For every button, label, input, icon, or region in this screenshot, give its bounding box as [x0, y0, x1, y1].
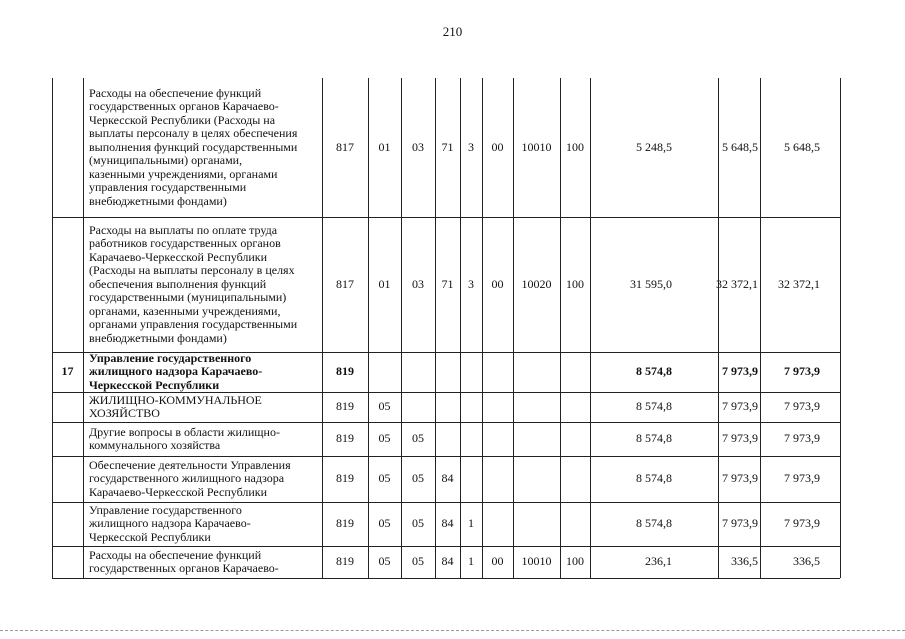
code-cell: 3 — [468, 276, 474, 291]
code-cell: 819 — [336, 554, 354, 569]
row-number — [52, 546, 83, 578]
code-cell — [435, 422, 460, 456]
code-cell: 10020 — [521, 276, 552, 291]
code-cell — [368, 352, 401, 392]
row-description: ЖИЛИЩНО-КОММУНАЛЬНОЕ ХОЗЯЙСТВО — [89, 392, 262, 420]
value-2026: 7 973,9 — [784, 399, 820, 414]
value-2024: 5 248,5 — [636, 139, 672, 154]
code-cell — [560, 422, 590, 456]
code-cell — [513, 392, 560, 422]
table-column-border — [840, 78, 841, 578]
code-cell — [460, 392, 482, 422]
value-2024: 236,1 — [645, 554, 672, 569]
code-cell: 05 — [412, 431, 424, 446]
row-description: Управление государственного жилищного надзора Карачаево- Черкесской Республики — [89, 502, 251, 544]
value-2025: 7 973,9 — [722, 431, 758, 446]
code-cell — [560, 456, 590, 502]
value-2025: 336,5 — [731, 554, 758, 569]
value-2025: 7 973,9 — [722, 399, 758, 414]
code-cell — [482, 392, 513, 422]
value-2026: 7 973,9 — [784, 516, 820, 531]
value-2026: 32 372,1 — [778, 276, 820, 291]
code-cell: 05 — [378, 471, 391, 486]
value-2024: 8 574,8 — [636, 364, 672, 379]
code-cell: 819 — [336, 399, 354, 414]
code-cell: 1 — [468, 554, 474, 569]
code-cell: 05 — [378, 399, 391, 414]
value-2025: 32 372,1 — [716, 276, 758, 291]
code-cell: 84 — [441, 471, 454, 486]
code-cell: 100 — [566, 554, 584, 569]
value-2025: 7 973,9 — [722, 364, 758, 379]
row-number — [52, 502, 83, 546]
code-cell: 00 — [491, 139, 504, 154]
row-number — [52, 392, 83, 422]
code-cell — [460, 456, 482, 502]
code-cell — [482, 352, 513, 392]
code-cell — [401, 352, 435, 392]
value-2024: 8 574,8 — [636, 471, 672, 486]
code-cell — [513, 502, 560, 546]
row-number — [52, 78, 83, 217]
code-cell: 01 — [378, 276, 391, 291]
value-2024: 8 574,8 — [636, 431, 672, 446]
page-bottom-edge — [0, 630, 905, 631]
value-2026: 5 648,5 — [784, 139, 820, 154]
row-description: Расходы на обеспечение функций государственных органов Карачаево- — [89, 547, 279, 575]
code-cell — [435, 352, 460, 392]
code-cell: 05 — [412, 554, 424, 569]
row-description: Обеспечение деятельности Управления государственного жилищного надзора Карачаево-Черкесской Республики — [89, 457, 291, 499]
page-number: 210 — [442, 24, 463, 39]
row-description: Другие вопросы в области жилищно- коммунального хозяйства — [89, 424, 280, 452]
code-cell: 817 — [336, 139, 354, 154]
code-cell — [560, 502, 590, 546]
table-row-border — [52, 578, 840, 579]
row-number — [52, 456, 83, 502]
code-cell — [560, 352, 590, 392]
code-cell: 1 — [468, 516, 474, 531]
code-cell: 10010 — [521, 139, 552, 154]
code-cell: 819 — [336, 471, 354, 486]
code-cell: 00 — [491, 554, 504, 569]
code-cell: 819 — [336, 364, 354, 379]
value-2026: 336,5 — [793, 554, 820, 569]
code-cell — [482, 422, 513, 456]
table-column-border — [83, 78, 84, 578]
code-cell: 819 — [336, 431, 354, 446]
code-cell — [401, 392, 435, 422]
code-cell: 05 — [378, 554, 391, 569]
value-2025: 7 973,9 — [722, 516, 758, 531]
code-cell: 00 — [491, 276, 504, 291]
code-cell: 84 — [441, 554, 454, 569]
value-2024: 8 574,8 — [636, 516, 672, 531]
code-cell — [513, 456, 560, 502]
code-cell: 100 — [566, 139, 584, 154]
row-number: 17 — [61, 364, 74, 379]
value-2025: 5 648,5 — [722, 139, 758, 154]
value-2024: 8 574,8 — [636, 399, 672, 414]
row-description: Расходы на выплаты по оплате труда работников государственных органов Карачаево-Черкесской Республики (Расходы на выплаты персоналу в целях обеспечения выполнения функций государственными (муниципальными) органами, казенными учреждениями, органами управления государственными внебюджетными фондами) — [89, 222, 298, 345]
code-cell: 05 — [378, 431, 391, 446]
code-cell: 3 — [468, 139, 474, 154]
row-number — [52, 422, 83, 456]
code-cell — [460, 352, 482, 392]
row-description: Управление государственного жилищного надзора Карачаево- Черкесской Республики — [89, 352, 263, 392]
code-cell: 05 — [412, 471, 424, 486]
value-2026: 7 973,9 — [784, 364, 820, 379]
code-cell: 84 — [441, 516, 454, 531]
code-cell — [513, 352, 560, 392]
code-cell: 819 — [336, 516, 354, 531]
value-2025: 7 973,9 — [722, 471, 758, 486]
code-cell — [482, 456, 513, 502]
code-cell: 05 — [378, 516, 391, 531]
code-cell: 817 — [336, 276, 354, 291]
value-2026: 7 973,9 — [784, 431, 820, 446]
code-cell: 01 — [378, 139, 391, 154]
code-cell — [460, 422, 482, 456]
value-2026: 7 973,9 — [784, 471, 820, 486]
code-cell: 03 — [412, 276, 424, 291]
row-description: Расходы на обеспечение функций государственных органов Карачаево- Черкесской Республики (Расходы на выплаты персоналу в целях обеспечения выполнения функций государственными (муниципальными) органами, казенными учреждениями, органами управления государственными внебюджетными фондами) — [89, 85, 298, 208]
code-cell: 10010 — [521, 554, 552, 569]
code-cell: 71 — [441, 276, 454, 291]
value-2024: 31 595,0 — [630, 276, 672, 291]
code-cell — [560, 392, 590, 422]
code-cell: 100 — [566, 276, 584, 291]
row-number — [52, 217, 83, 352]
code-cell: 03 — [412, 139, 424, 154]
code-cell: 71 — [441, 139, 454, 154]
code-cell — [435, 392, 460, 422]
code-cell — [482, 502, 513, 546]
code-cell — [513, 422, 560, 456]
code-cell: 05 — [412, 516, 424, 531]
